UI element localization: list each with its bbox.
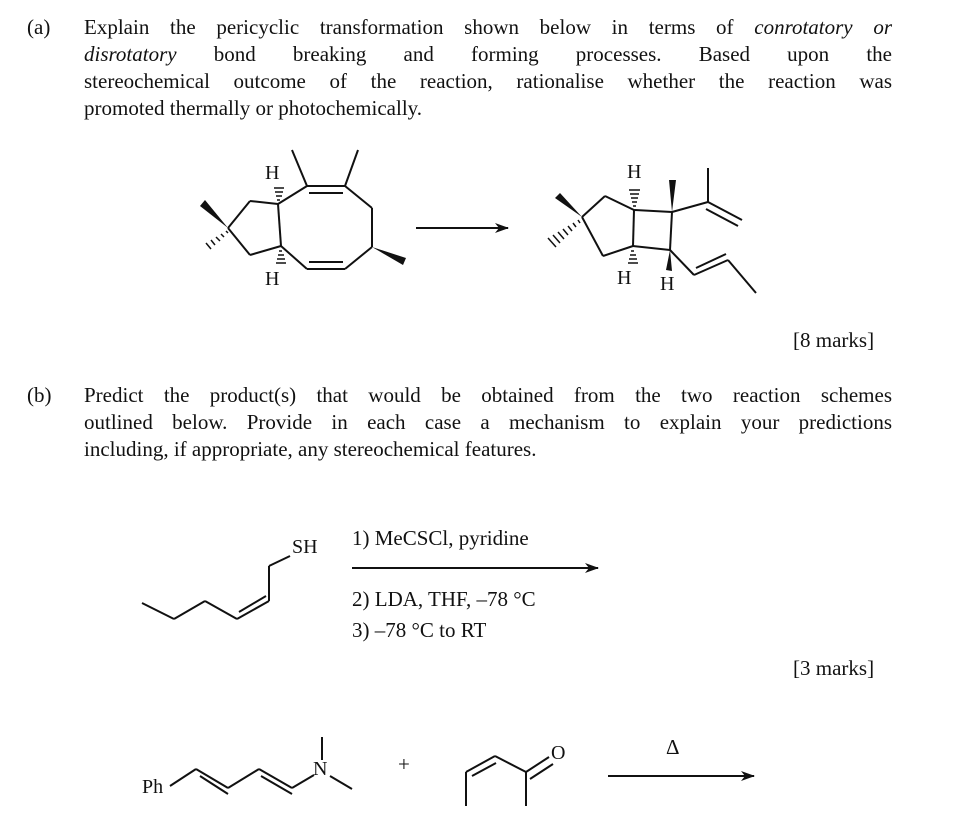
thiol-label: SH xyxy=(292,536,318,558)
thiol-molecule xyxy=(142,556,290,619)
hydrogen-label: H xyxy=(617,267,632,289)
part-b-line-3: including, if appropriate, any stereochemical features. xyxy=(84,437,537,461)
wedge-bond xyxy=(666,250,672,271)
wedge-bond xyxy=(372,247,406,265)
part-a-line-1: Explain the pericyclic transformation shown below in terms of conrotatory or xyxy=(84,15,892,39)
hydrogen-label: H xyxy=(265,268,280,290)
plus-sign: + xyxy=(398,752,410,776)
part-b-marks: [3 marks] xyxy=(793,656,875,680)
hashed-bond-h-top xyxy=(274,188,284,200)
wedge-bond xyxy=(669,180,676,212)
enone-molecule xyxy=(466,756,553,806)
part-b-label: (b) xyxy=(27,383,52,407)
phenyl-label: Ph xyxy=(142,776,164,798)
hashed-bond xyxy=(206,231,228,249)
reagent-step-2: 2) LDA, THF, –78 °C xyxy=(352,587,536,611)
wedge-bond xyxy=(555,193,582,217)
nitrogen-label: N xyxy=(313,758,328,780)
part-a-marks: [8 marks] xyxy=(793,328,875,352)
hydrogen-label: H xyxy=(627,161,642,183)
hydrogen-label: H xyxy=(265,162,280,184)
hydrogen-label: H xyxy=(660,273,675,295)
part-a-label: (a) xyxy=(27,15,51,39)
reactant-molecule-a xyxy=(228,150,372,269)
oxygen-label: O xyxy=(551,742,566,764)
reagent-step-1: 1) MeCSCl, pyridine xyxy=(352,526,529,550)
wedge-bond xyxy=(200,200,228,228)
hashed-bond-h-bottom xyxy=(276,251,286,263)
hashed-bond xyxy=(548,220,580,247)
part-a-line-4: promoted thermally or photochemically. xyxy=(84,96,423,120)
part-a-line-2: disrotatory bond breaking and forming processes. Based upon the xyxy=(84,42,892,66)
part-a-line-3: stereochemical outcome of the reaction, rationalise whether the reaction was xyxy=(84,69,892,93)
hashed-bond-h-bottom xyxy=(628,251,638,263)
heat-symbol: Δ xyxy=(666,735,680,759)
part-b-line-1: Predict the product(s) that would be obtained from the two reaction schemes xyxy=(84,383,892,407)
reagent-step-3: 3) –78 °C to RT xyxy=(352,618,487,642)
hashed-bond-h-top xyxy=(629,190,640,206)
part-b-line-2: outlined below. Provide in each case a mechanism to explain your predictions xyxy=(84,410,892,434)
